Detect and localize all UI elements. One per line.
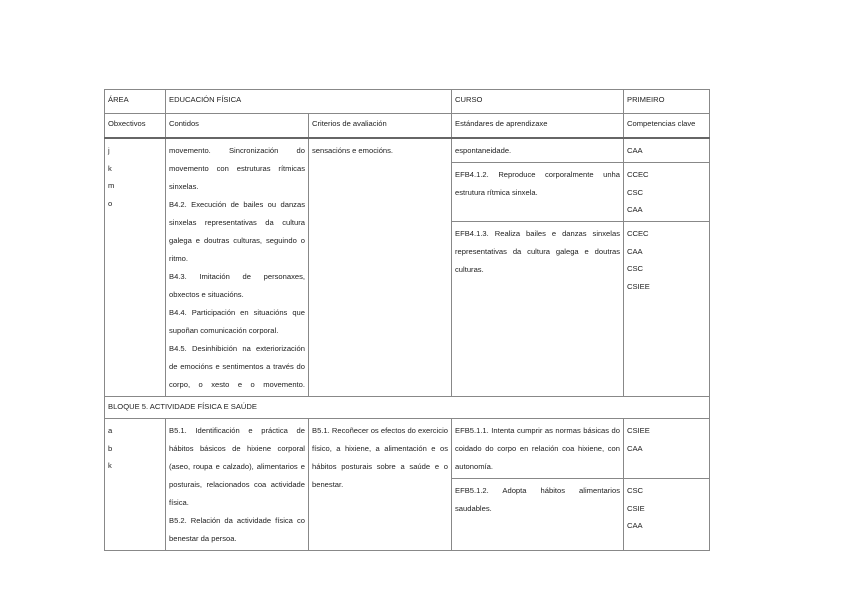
standard-item: EFB5.1.1. Intenta cumprir as normas básicas do coidado do corpo en relación coa hixiene, con autonomía. xyxy=(455,426,620,471)
col-standards: Estándares de aprendizaxe xyxy=(452,114,624,139)
competence-code: CAA xyxy=(627,246,643,256)
standard-item: EFB5.1.2. Adopta hábitos alimentarios saudables. xyxy=(452,478,623,520)
block4-row xyxy=(105,138,710,397)
block4-competences xyxy=(624,138,710,397)
competence-code: CCEC xyxy=(627,170,649,179)
competence-group xyxy=(624,221,709,291)
block5-standards xyxy=(452,419,624,551)
competence-code: CSC xyxy=(627,486,644,495)
objective-code: a xyxy=(108,426,113,435)
content-item: B5.2. Relación da actividade física co benestar da persoa. xyxy=(169,516,305,543)
column-header-row xyxy=(105,114,710,139)
competence-code: CCEC xyxy=(627,229,649,238)
standard-item: EFB4.1.3. Realiza bailes e danzas sinxelas representativas da cultura galega e doutras culturas. xyxy=(452,221,623,281)
block4-objectives xyxy=(105,138,166,397)
content-item: B4.4. Participación en situacións que supoñan comunicación corporal. xyxy=(169,308,305,335)
competence-code: CSC xyxy=(627,187,644,197)
competence-code: CSIEE xyxy=(627,281,650,291)
header-row xyxy=(105,90,710,114)
competence-code: CSC xyxy=(627,264,644,274)
block5-title-row xyxy=(105,397,710,419)
block4-contents xyxy=(166,138,309,397)
col-competences: Competencias clave xyxy=(624,114,710,139)
content-item: B4.2. Execución de bailes ou danzas sinxelas representativas da cultura galega e doutras culturas, seguindo o ritmo. xyxy=(169,200,305,263)
block5-row xyxy=(105,419,710,551)
block4-criteria: sensacións e emocións. xyxy=(309,138,452,397)
competence-group xyxy=(624,419,709,478)
area-value: EDUCACIÓN FÍSICA xyxy=(166,90,452,114)
competence-code: CAA xyxy=(627,146,643,155)
content-item: B4.5. Desinhibición na exteriorización de emocións e sentimentos a través do corpo, o xesto e o movemento. xyxy=(169,344,305,389)
competence-group xyxy=(624,478,709,531)
competence-code: CSIE xyxy=(627,503,645,513)
content-item: B5.1. Identificación e práctica de hábitos básicos de hixiene corporal (aseo, roupa e calzado), alimentarios e posturais, relacionados coa actividade física. xyxy=(169,426,305,507)
curso-label: CURSO xyxy=(452,90,624,114)
objective-code: m xyxy=(108,181,115,191)
curriculum-table xyxy=(104,89,710,551)
competence-code: CAA xyxy=(627,443,643,453)
competence-code: CAA xyxy=(627,521,643,531)
competence-code: CAA xyxy=(627,205,643,215)
competence-code: CSIEE xyxy=(627,426,650,435)
competence-group xyxy=(624,162,709,221)
block5-title: BLOQUE 5. ACTIVIDADE FÍSICA E SAÚDE xyxy=(105,397,710,419)
block4-standards xyxy=(452,138,624,397)
curso-value: PRIMEIRO xyxy=(624,90,710,114)
area-label: ÁREA xyxy=(105,90,166,114)
block5-criteria: B5.1. Recoñecer os efectos do exercicio físico, a hixiene, a alimentación e os hábitos posturais sobre a saúde e o benestar. xyxy=(309,419,452,551)
col-objectives: Obxectivos xyxy=(105,114,166,139)
content-item: movemento. Sincronización do movemento con estruturas rítmicas sinxelas. xyxy=(169,146,305,191)
col-criteria: Criterios de avaliación xyxy=(309,114,452,139)
block5-contents xyxy=(166,419,309,551)
objective-code: b xyxy=(108,443,113,453)
competence-group xyxy=(624,139,709,162)
block5-competences xyxy=(624,419,710,551)
objective-code: o xyxy=(108,198,113,208)
content-item: B4.3. Imitación de personaxes, obxectos e situacións. xyxy=(169,272,305,299)
col-contents: Contidos xyxy=(166,114,309,139)
objective-code: k xyxy=(108,163,112,173)
block5-objectives xyxy=(105,419,166,551)
standard-item: espontaneidade. xyxy=(455,146,512,155)
objective-code: j xyxy=(108,146,110,155)
objective-code: k xyxy=(108,461,112,471)
standard-item: EFB4.1.2. Reproduce corporalmente unha estrutura rítmica sinxela. xyxy=(452,162,623,221)
